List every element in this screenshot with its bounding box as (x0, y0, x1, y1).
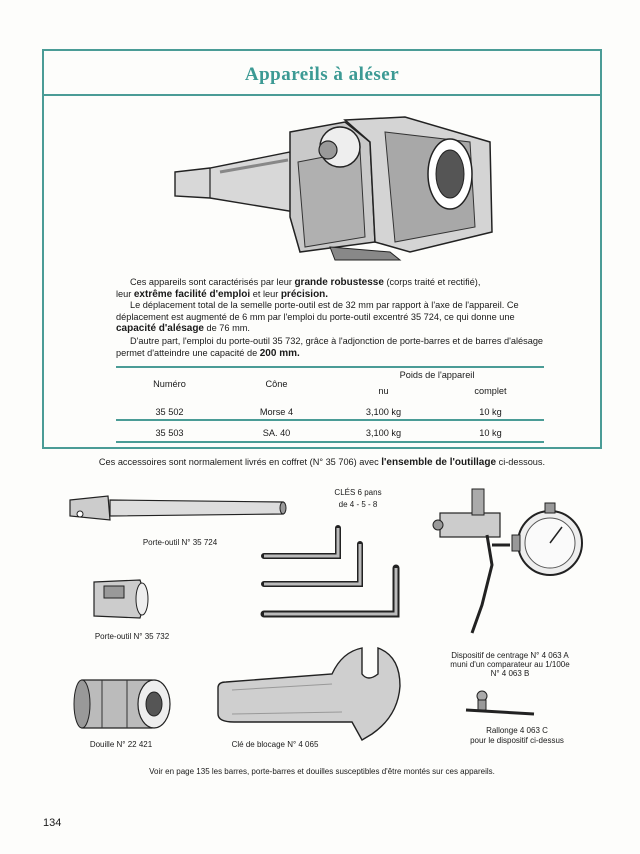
header-complet: complet (474, 386, 507, 396)
title-rule (42, 94, 602, 96)
cle-blocage-illustration (212, 644, 402, 744)
caption-porte-outil-35724: Porte-outil N° 35 724 (142, 538, 218, 547)
dispositif-centrage-illustration (432, 485, 592, 637)
page-title: Appareils à aléser (244, 64, 400, 85)
description-paragraph-1: Ces appareils sont caractérisés par leur grande robustesse (corps traité et rectifié), leur extrême facilité d'emploi et leur précision. (116, 277, 481, 300)
caption-rallonge-line2: pour le dispositif ci-dessus (470, 736, 564, 745)
caption-douille: Douille N° 22 421 (89, 740, 153, 749)
porte-outil-35724-illustration (68, 490, 288, 530)
table-rule-bottom (116, 441, 544, 443)
caption-cles-line2: de 4 - 5 - 8 (338, 500, 378, 509)
caption-rallonge-line1: Rallonge 4 063 C (486, 726, 548, 735)
hex-keys-illustration (262, 526, 402, 626)
header-numero: Numéro (153, 379, 186, 389)
header-poids: Poids de l'appareil (399, 370, 475, 380)
boring-head-illustration (170, 102, 510, 262)
description-paragraph-2: Le déplacement total de la semelle porte-outil est de 32 mm par rapport à l'axe de l'appareil. Ce déplacement est augmenté de 6 mm par l'emploi du porte-outil excentré 35 724, ce qui donne une capacité d'alésage de 76 mm. (116, 300, 519, 335)
caption-dispositif-line3: N° 4 063 B (490, 669, 530, 678)
description-paragraph-3: D'autre part, l'emploi du porte-outil 35 732, grâce à l'adjonction de porte-barres et de barres d'alésage permet d'atteindre une capacité de 200 mm. (116, 336, 544, 359)
table-row: 35 502 Morse 4 3,100 kg 10 kg (155, 407, 502, 417)
footer-note: Voir en page 135 les barres, porte-barres et douilles susceptibles d'être montés sur ces appareils. (149, 767, 495, 776)
caption-dispositif-line1: Dispositif de centrage N° 4 063 A (451, 651, 569, 660)
caption-cles-line1: CLÉS 6 pans (334, 488, 382, 497)
rallonge-illustration (464, 690, 536, 720)
douille-illustration (72, 676, 177, 732)
porte-outil-35732-illustration (90, 576, 150, 622)
caption-cle-blocage: Clé de blocage N° 4 065 (231, 740, 319, 749)
table-row: 35 503 SA. 40 3,100 kg 10 kg (155, 428, 502, 438)
table-rule-mid (116, 419, 544, 421)
caption-porte-outil-35732: Porte-outil N° 35 732 (94, 632, 170, 641)
header-cone: Cône (265, 379, 288, 389)
page-number: 134 (43, 817, 62, 829)
header-nu: nu (378, 386, 389, 396)
caption-dispositif-line2: muni d'un comparateur au 1/100e (450, 660, 570, 669)
specification-table (116, 366, 544, 444)
accessories-note: Ces accessoires sont normalement livrés en coffret (N° 35 706) avec l'ensemble de l'outillage ci-dessous. (98, 457, 546, 468)
